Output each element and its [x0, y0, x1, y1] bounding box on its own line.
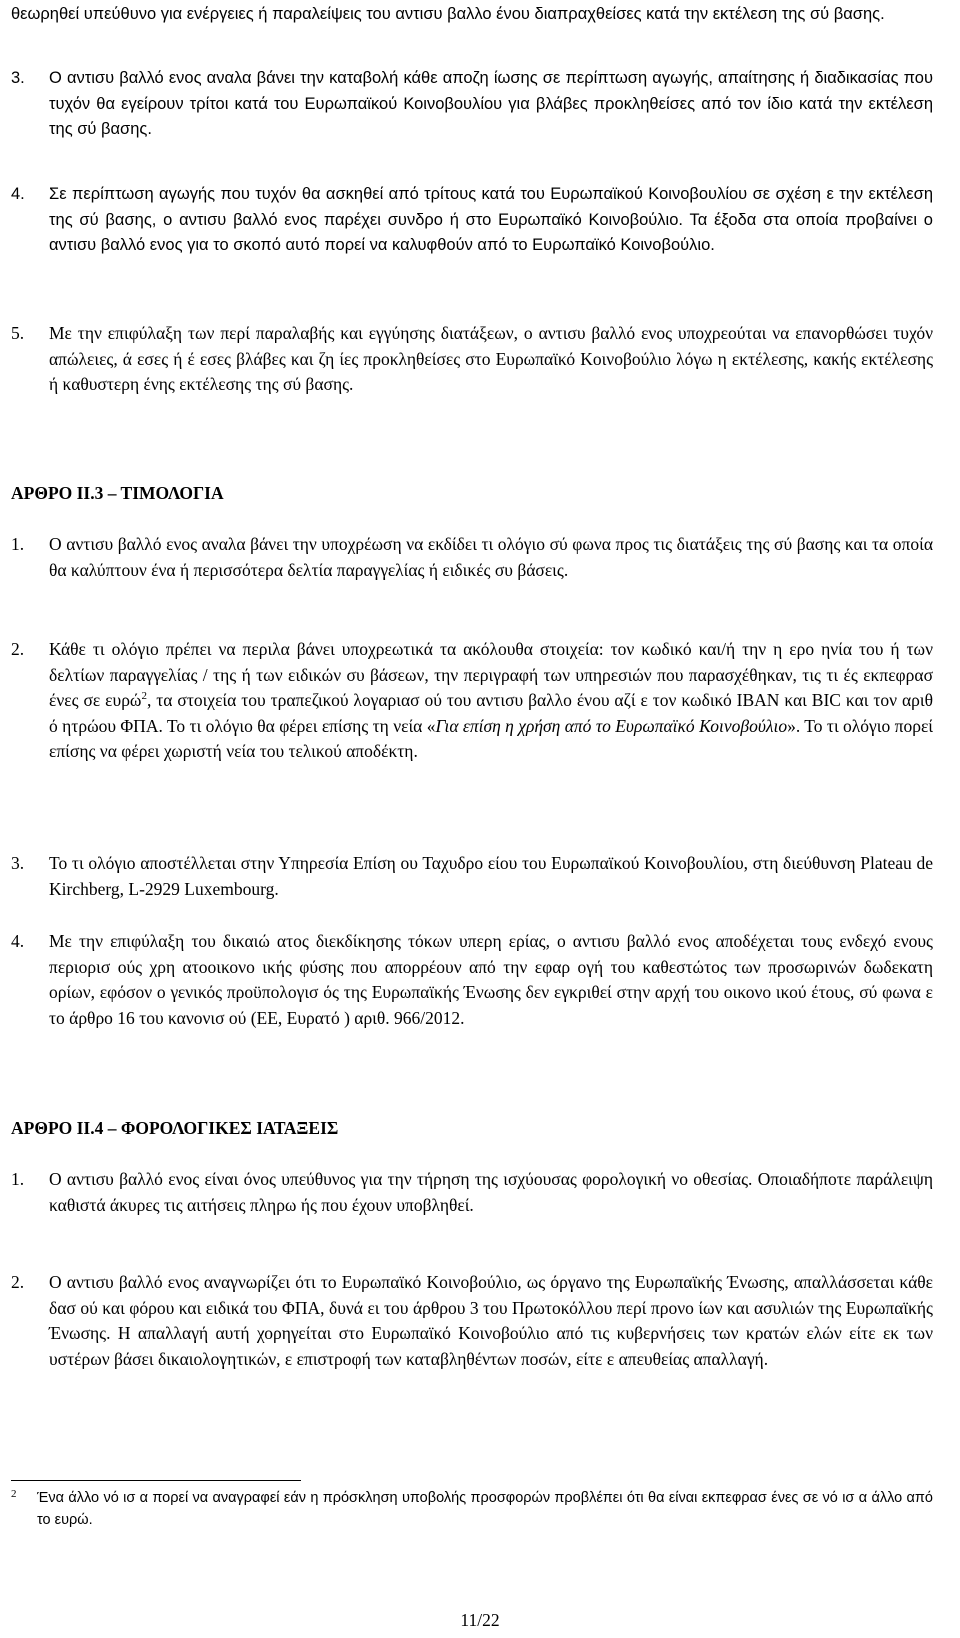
invoice-paragraph-3	[11, 851, 933, 902]
paragraph-number: 4.	[11, 931, 25, 951]
paragraph-text	[49, 637, 933, 765]
invoice-paragraph-2	[11, 637, 933, 765]
paragraph-number: 2.	[11, 639, 25, 659]
article-heading-ii4: ΑΡΘΡΟ ΙΙ.4 – ΦΟΡΟΛΟΓΙΚΕΣ ΙΑΤΑΞΕΙΣ	[11, 1118, 339, 1138]
paragraph-text: Σε περίπτωση αγωγής που τυχόν θα ασκηθεί από τρίτους κατά του Ευρωπαϊκού Κοινοβουλίου σε σχέση ε την εκτέλεση της σύ βασης, ο αντισυ βαλλό ενος παρέχει συνδρο ή στο Ευρωπαϊκό Κοινοβούλιο. Τα έξοδα στα οποία προβαίνει ο αντισυ βαλλό ενος για το σκοπό αυτό πορεί να καλυφθούν από το Ευρωπαϊκό Κοινοβούλιο.	[49, 185, 933, 254]
paragraph-text-part: ». Το τι ολόγιο πορεί επίσης να φέρει χωριστή νεία του τελικού αποδέκτη.	[49, 715, 933, 761]
paragraph-number: 3.	[11, 69, 25, 87]
page-number: 11/22	[460, 1610, 500, 1630]
footnote-text: Ένα άλλο νό ισ α πορεί να αναγραφεί εάν η πρόσκληση υποβολής προσφορών προβλέπει ότι θα είναι εκπεφρασ ένες σε νό ισ α άλλο από το ευρώ.	[37, 1490, 933, 1528]
paragraph-number: 1.	[11, 1169, 25, 1189]
paragraph-text-part: , τα στοιχεία του τραπεζικού λογαριασ ού του αντισυ βαλλο ένου αζί ε τον κωδικό IBAN και BIC και τον αριθ ό ητρώου ΦΠΑ. Το τι ολόγιο θα φέρει επίσης τη νεία «	[49, 690, 933, 736]
paragraph-text: Ο αντισυ βαλλό ενος αναλα βάνει την καταβολή κάθε αποζη ίωσης σε περίπτωση αγωγής, απαίτησης ή διαδικασίας που τυχόν θα εγείρουν τρίτοι κατά του Ευρωπαϊκού Κοινοβουλίου για βλάβες προκληθείσες από τον ίδιο κατά την εκτέλεση της σύ βασης.	[49, 69, 933, 138]
article-heading-ii3: ΑΡΘΡΟ ΙΙ.3 – ΤΙΜΟΛΟΓΙΑ	[11, 483, 224, 503]
paragraph-text: Με την επιφύλαξη του δικαιώ ατος διεκδίκησης τόκων υπερη ερίας, ο αντισυ βαλλό ενος αποδέχεται τους ενδεχό ενους περιορισ ούς χρη ατοοικονο ικής φύσης που απορρέουν από την εφαρ ογή του καθεστώτος των προσωρινών δωδεκατη ορίων, εφόσον ο γενικός προϋπολογισ ός της Ευρωπαϊκής Ένωσης δεν εγκριθεί στην αρχή του οικονο ικού έτους, σύ φωνα ε το άρθρο 16 του κανονισ ού (ΕΕ, Ευρατό ) αριθ. 966/2012.	[49, 931, 933, 1028]
paragraph-text: Ο αντισυ βαλλό ενος αναγνωρίζει ότι το Ευρωπαϊκό Κοινοβούλιο, ως όργανο της Ευρωπαϊκής Ένωσης, απαλλάσσεται κάθε δασ ού και φόρου και ειδικά του ΦΠΑ, δυνά ει του άρθρου 3 του Πρωτοκόλλου περί προνο ίων και ασυλιών της Ευρωπαϊκής Ένωσης. Η απαλλαγή αυτή χορηγείται στο Ευρωπαϊκό Κοινοβούλιο από τις κυβερνήσεις των κρατών ελών είτε εκ των υστέρων βάσει δικαιολογητικών, ε επιστροφή των καταβληθέντων ποσών, είτε ε απευθείας απαλλαγή.	[49, 1272, 933, 1369]
paragraph-number: 1.	[11, 534, 25, 554]
paragraph-text: Το τι ολόγιο αποστέλλεται στην Υπηρεσία Επίση ου Ταχυδρο είου του Ευρωπαϊκού Κοινοβουλίου, στη διεύθυνση Plateau de Kirchberg, L-2929 Luxembourg.	[49, 853, 933, 899]
paragraph-5	[11, 321, 933, 398]
intro-paragraph: θεωρηθεί υπεύθυνο για ενέργειες ή παραλείψεις του αντισυ βαλλο ένου διαπραχθείσες κατά την εκτέλεση της σύ βασης.	[11, 5, 885, 23]
italic-label: Για επίση η χρήση από το Ευρωπαϊκό Κοινοβούλιο	[435, 715, 788, 736]
paragraph-text: Με την επιφύλαξη των περί παραλαβής και εγγύησης διατάξεων, ο αντισυ βαλλό ενος υποχρεούται να επανορθώσει τυχόν απώλειες, ά εσες ή έ εσες βλάβες και ζη ίες προκληθείσες στο Ευρωπαϊκό Κοινοβούλιο λόγω η εκτέλεσης, κακής εκτέλεσης ή καθυστερη ένης εκτέλεσης της σύ βασης.	[49, 323, 933, 394]
tax-paragraph-1	[11, 1167, 933, 1218]
invoice-paragraph-4	[11, 929, 933, 1031]
paragraph-number: 2.	[11, 1272, 25, 1292]
paragraph-4	[11, 182, 933, 259]
paragraph-text-part: Κάθε τι ολόγιο πρέπει να περιλα βάνει υποχρεωτικά τα ακόλουθα στοιχεία: τον κωδικό και/ή την η ερο ηνία του ή των δελτίων παραγγελίας / της ή των ειδικών συ βάσεων, την περιγραφή των υπηρεσιών που παρασχέθηκαν, τις τι ές εκπεφρασ ένες σε ευρώ	[49, 639, 933, 710]
paragraph-text: Ο αντισυ βαλλό ενος είναι όνος υπεύθυνος για την τήρηση της ισχύουσας φορολογική νο οθεσίας. Οποιαδήποτε παράλειψη καθιστά άκυρες τις αιτήσεις πληρω ής που έχουν υποβληθεί.	[49, 1169, 933, 1215]
paragraph-number: 4.	[11, 185, 25, 203]
footnote-mark: 2	[11, 1488, 17, 1500]
footnote-reference: 2	[141, 690, 147, 703]
footnote-separator	[11, 1480, 301, 1481]
footnote	[11, 1487, 933, 1531]
tax-paragraph-2	[11, 1270, 933, 1372]
paragraph-text: Ο αντισυ βαλλό ενος αναλα βάνει την υποχρέωση να εκδίδει τι ολόγιο σύ φωνα προς τις διατάξεις της σύ βασης και τα οποία θα καλύπτουν ένα ή περισσότερα δελτία παραγγελίας ή ειδικές συ βάσεις.	[49, 534, 933, 580]
paragraph-3	[11, 66, 933, 143]
paragraph-number: 5.	[11, 323, 25, 343]
invoice-paragraph-1	[11, 532, 933, 583]
paragraph-number: 3.	[11, 853, 25, 873]
